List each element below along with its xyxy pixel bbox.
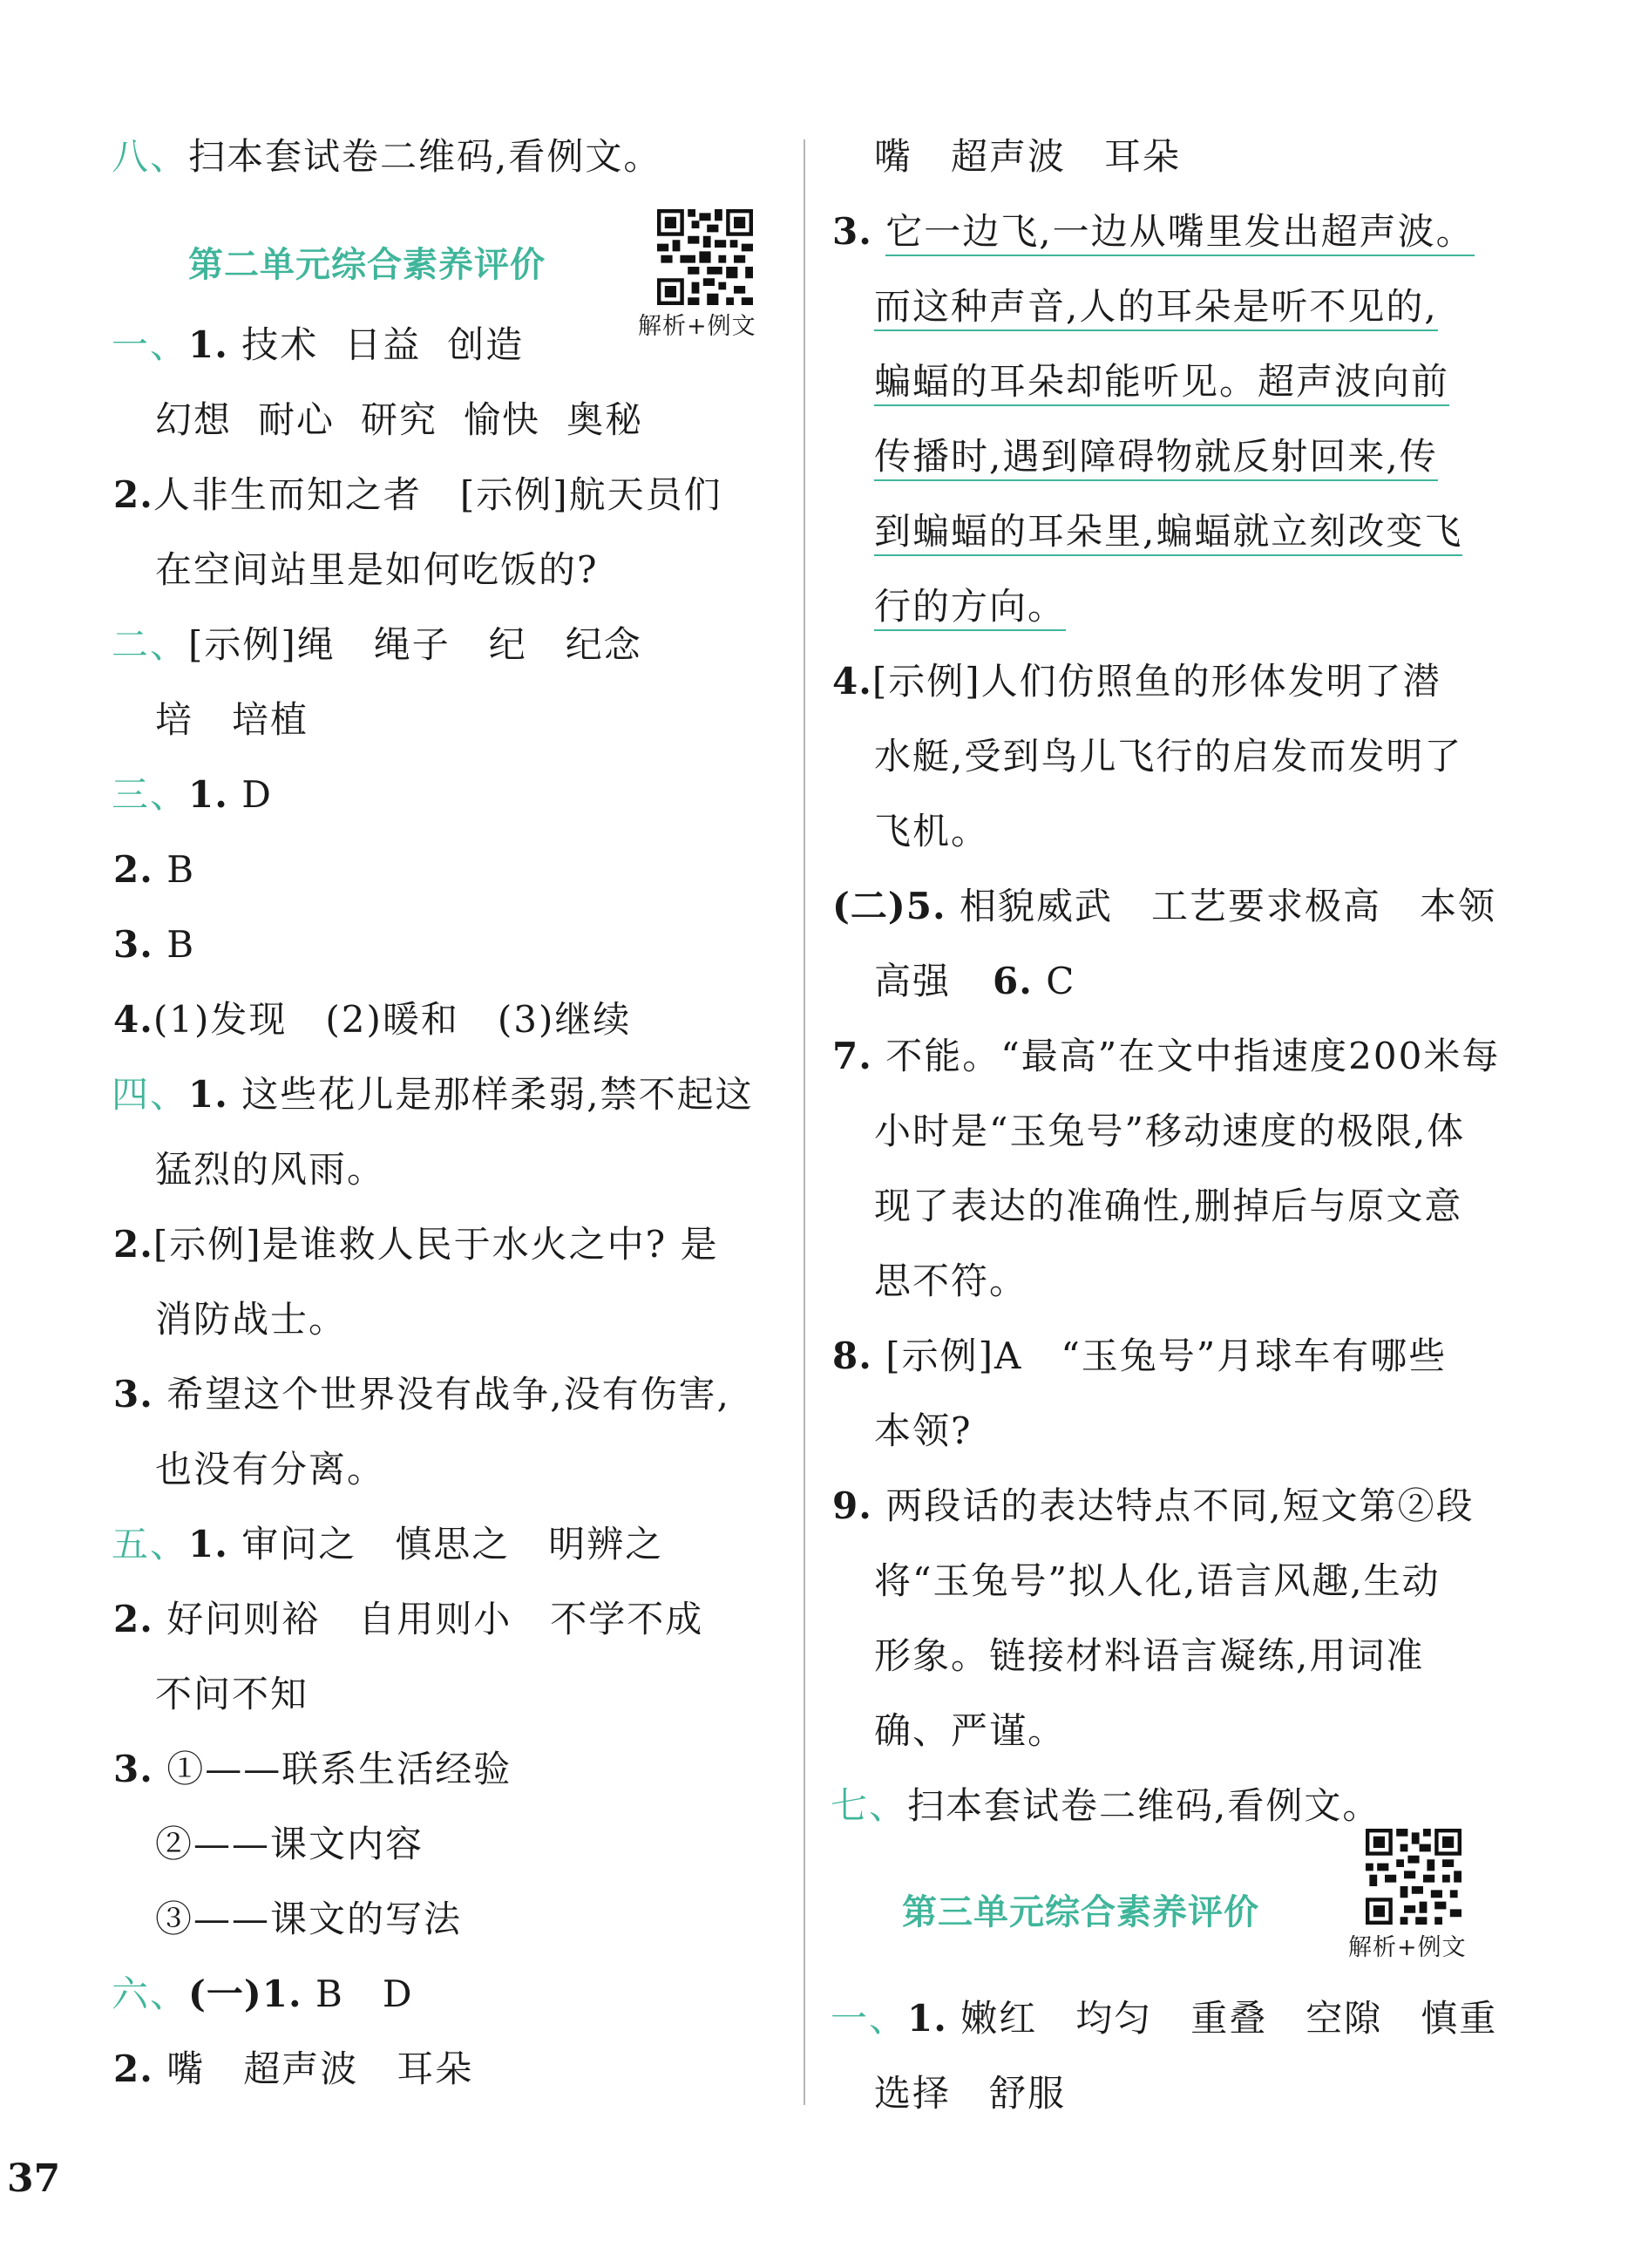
qr-code-icon[interactable] <box>657 209 753 305</box>
right-item-6-3-l3: 蝙蝠的耳朵却能听见。超声波向前 <box>874 357 1449 406</box>
right-item-6-5: (二)5. 相貌威武 工艺要求极高 本领 <box>832 885 1496 927</box>
left-item-2: 二、[示例]绳 绳子 纪 纪念 <box>112 623 642 666</box>
left-item-5-2-cont: 不问不知 <box>155 1673 309 1715</box>
left-item-3-3: 3. B <box>113 923 196 966</box>
right-item-6-3-l5: 到蝙蝠的耳朵里,蝙蝠就立刻改变飞 <box>874 507 1462 556</box>
left-item-2-cont: 培 培植 <box>155 698 309 741</box>
right-item-6-4-l2: 水艇,受到鸟儿飞行的启发而发明了 <box>874 735 1463 778</box>
right-item-6-9: 9. 两段话的表达特点不同,短文第②段 <box>832 1484 1475 1527</box>
left-item-1-1: 一、1. 技术 日益 创造 <box>112 323 525 366</box>
right-item-6-7: 7. 不能。“最高”在文中指速度200米每 <box>832 1035 1501 1077</box>
qr-caption: 解析+例文 <box>1348 1934 1467 1961</box>
right-item-6-8-l2: 本领? <box>874 1409 973 1452</box>
left-item-3-4: 4.(1)发现 (2)暖和 (3)继续 <box>113 998 632 1041</box>
right-item-6-7-l3: 现了表达的准确性,删掉后与原文意 <box>874 1185 1463 1227</box>
left-item-1-2: 2.人非生而知之者 [示例]航天员们 <box>113 473 722 516</box>
left-item-8: 八、扫本套试卷二维码,看例文。 <box>112 135 662 178</box>
left-item-6-2: 2. 嘴 超声波 耳朵 <box>113 2047 474 2090</box>
right-item-6-8: 8. [示例]A “玉兔号”月球车有哪些 <box>832 1334 1448 1377</box>
right-item-6-4-l3: 飞机。 <box>874 810 990 852</box>
right-item-6-2-cont: 嘴 超声波 耳朵 <box>874 135 1182 178</box>
right-item-u3-1-1: 一、1. 嫩红 均匀 重叠 空隙 慎重 <box>831 1997 1498 2040</box>
left-item-5-3: 3. ①——联系生活经验 <box>113 1748 512 1790</box>
right-item-6-7-l2: 小时是“玉兔号”移动速度的极限,体 <box>874 1110 1466 1152</box>
left-item-4-1-cont: 猛烈的风雨。 <box>155 1148 386 1191</box>
right-item-6-4: 4.[示例]人们仿照鱼的形体发明了潜 <box>832 660 1441 703</box>
right-item-6-3-l6: 行的方向。 <box>874 582 1066 631</box>
left-item-1-2-cont: 在空间站里是如何吃饭的? <box>155 548 599 591</box>
right-item-6-5-cont: 高强 6. C <box>874 960 1076 1002</box>
left-item-4-1: 四、1. 这些花儿是那样柔弱,禁不起这 <box>112 1073 754 1116</box>
right-item-6-9-l4: 确、严谨。 <box>874 1709 1067 1752</box>
qr-caption: 解析+例文 <box>638 313 756 340</box>
left-item-5-3-c: ③——课文的写法 <box>155 1898 463 1940</box>
right-item-6-9-l3: 形象。链接材料语言凝练,用词准 <box>874 1634 1425 1677</box>
qr-code-icon[interactable] <box>1366 1829 1461 1925</box>
left-item-5-3-b: ②——课文内容 <box>155 1823 424 1865</box>
unit3-heading: 第三单元综合素养评价 <box>902 1892 1259 1932</box>
right-item-6-3-l4: 传播时,遇到障碍物就反射回来,传 <box>874 432 1438 481</box>
right-item-6-7-l4: 思不符。 <box>874 1260 1028 1302</box>
left-item-5-2: 2. 好问则裕 自用则小 不学不成 <box>113 1598 704 1640</box>
right-item-6-9-l2: 将“玉兔号”拟人化,语言风趣,生动 <box>874 1559 1441 1602</box>
left-item-3-2: 2. B <box>113 848 196 891</box>
left-item-4-3-cont: 也没有分离。 <box>155 1448 386 1490</box>
left-item-4-3: 3. 希望这个世界没有战争,没有伤害, <box>113 1373 730 1416</box>
left-item-4-2: 2.[示例]是谁救人民于水火之中? 是 <box>113 1223 719 1266</box>
right-item-6-3: 3. 它一边飞,一边从嘴里发出超声波。 <box>832 207 1475 256</box>
left-item-4-2-cont: 消防战士。 <box>155 1298 348 1341</box>
page-number: 37 <box>7 2156 61 2201</box>
left-item-3-1: 三、1. D <box>112 773 273 816</box>
unit2-heading: 第二单元综合素养评价 <box>188 245 546 285</box>
right-item-7: 七、扫本套试卷二维码,看例文。 <box>831 1784 1381 1827</box>
left-item-6-1: 六、(一)1. B D <box>112 1973 414 2015</box>
right-item-u3-1-1-cont: 选择 舒服 <box>874 2072 1067 2115</box>
left-item-1-1-cont: 幻想 耐心 研究 愉快 奥秘 <box>155 398 644 441</box>
left-item-5-1: 五、1. 审问之 慎思之 明辨之 <box>112 1523 664 1565</box>
right-item-6-3-l2: 而这种声音,人的耳朵是听不见的, <box>874 282 1438 331</box>
column-divider <box>804 139 805 2105</box>
